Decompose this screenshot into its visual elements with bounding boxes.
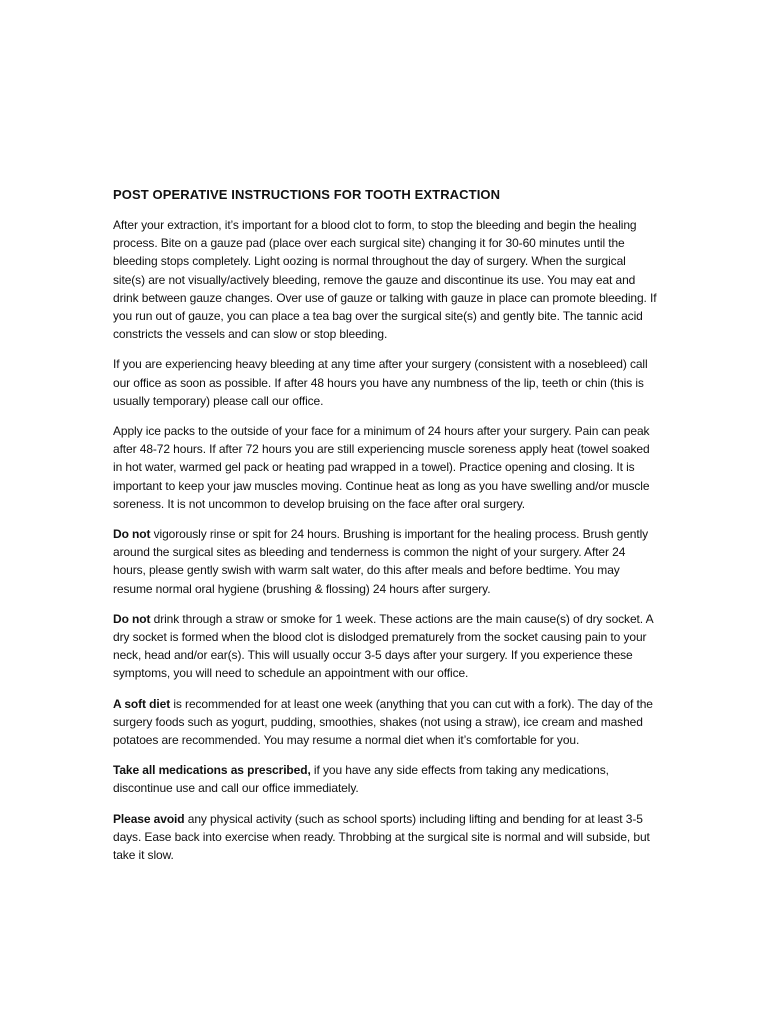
- paragraph-physical-activity: [113, 810, 658, 865]
- paragraph-heavy-bleeding: [113, 355, 658, 410]
- paragraph-lead: Take all medications as prescribed,: [113, 763, 311, 778]
- paragraph-text: any physical activity (such as school sports) including lifting and bending for at least 3-5 days. Ease back into exercise when ready. Throbbing at the surgical site is normal and will subside, but take it slow.: [113, 811, 650, 863]
- paragraph-text: If you are experiencing heavy bleeding at any time after your surgery (consistent with a nosebleed) call our office as soon as possible. If after 48 hours you have any numbness of the lip, teeth or chin (this is usually temporary) please call our office.: [113, 357, 648, 408]
- paragraph-text: Apply ice packs to the outside of your face for a minimum of 24 hours after your surgery. Pain can peak after 48-72 hours. If after 72 hours you are still experiencing muscle soreness apply heat (towel soaked in hot water, warmed gel pack or heating pad wrapped in a towel). Practice opening and closing. It is important to keep your jaw muscles moving. Continue heat as long as you have swelling and/or muscle soreness. It is not uncommon to develop bruising on the face after oral surgery.: [113, 424, 650, 511]
- paragraph-soft-diet: [113, 695, 658, 750]
- paragraph-text: After your extraction, it’s important for a blood clot to form, to stop the bleeding and begin the healing process. Bite on a gauze pad (place over each surgical site) changing it for 30-60 minutes until the bleeding stops completely. Light oozing is normal throughout the day of surgery. When the surgical site(s) are not visually/actively bleeding, remove the gauze and discontinue its use. You may eat and drink between gauze changes. Over use of gauze or talking with gauze in place can promote bleeding. If you run out of gauze, you can place a tea bag over the surgical site(s) and gently bite. The tannic acid constricts the vessels and can slow or stop bleeding.: [113, 218, 657, 342]
- paragraph-text: is recommended for at least one week (anything that you can cut with a fork). The day of the surgery foods such as yogurt, pudding, smoothies, shakes (not using a straw), ice cream and mashed potatoes are recommended. You may resume a normal diet when it’s comfortable for you.: [113, 696, 653, 748]
- paragraph-lead: Please avoid: [113, 811, 185, 826]
- paragraph-text: vigorously rinse or spit for 24 hours. Brushing is important for the healing process. Brush gently around the surgical sites as bleeding and tenderness is common the night of your surgery. After 24 hours, please gently swish with warm salt water, do this after meals and before bedtime. You may resume normal oral hygiene (brushing & flossing) 24 hours after surgery.: [113, 527, 649, 596]
- document-title: POST OPERATIVE INSTRUCTIONS FOR TOOTH EXTRACTION: [113, 187, 501, 202]
- paragraph-rinse: [113, 525, 658, 598]
- paragraph-text: if you have any side effects from taking any medications, discontinue use and call our office immediately.: [113, 763, 609, 796]
- document-body: [113, 186, 658, 876]
- paragraph-lead: Do not: [113, 527, 151, 542]
- paragraph-text: drink through a straw or smoke for 1 week. These actions are the main cause(s) of dry socket. A dry socket is formed when the blood clot is dislodged prematurely from the socket causing pain to your neck, head and/or ear(s). This will usually occur 3-5 days after your surgery. If you experience these symptoms, you will need to schedule an appointment with our office.: [113, 611, 653, 681]
- paragraph-medications: [113, 761, 658, 797]
- paragraph-lead: A soft diet: [113, 696, 171, 711]
- paragraph-ice-packs: [113, 422, 658, 513]
- paragraph-dry-socket: [113, 610, 658, 683]
- paragraph-blood-clot: [113, 216, 658, 343]
- paragraph-lead: Do not: [113, 611, 151, 626]
